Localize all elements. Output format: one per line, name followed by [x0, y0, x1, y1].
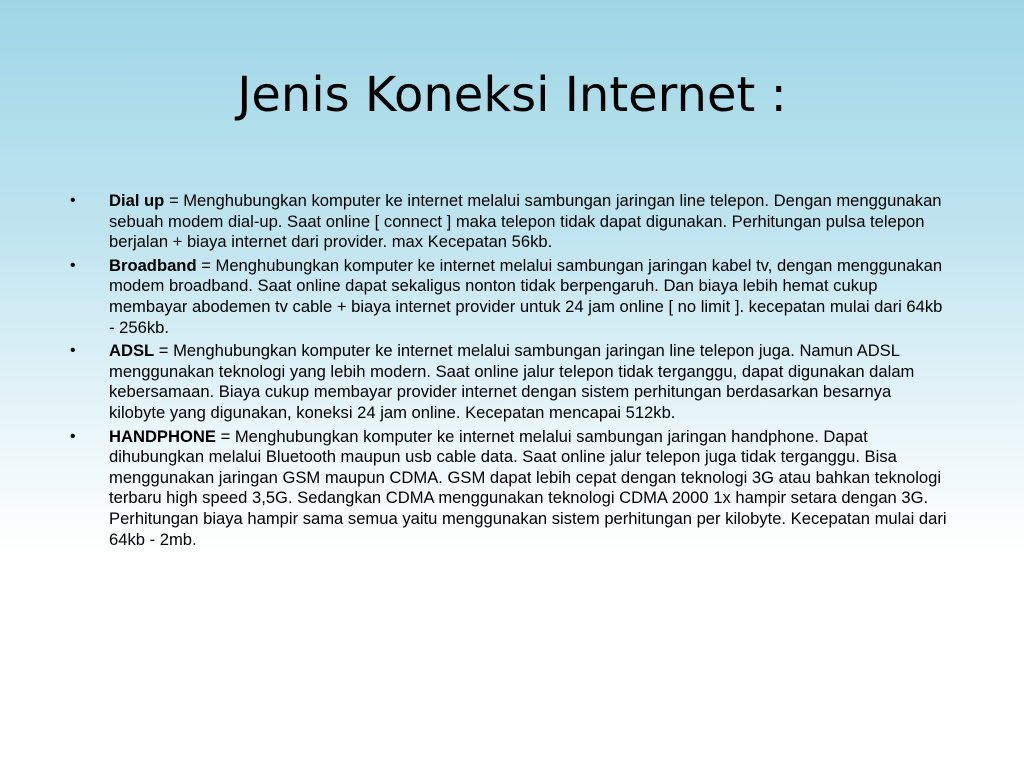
slide-title: Jenis Koneksi Internet : — [237, 67, 787, 123]
connection-types-list — [70, 191, 950, 553]
description-broadband: = Menghubungkan komputer ke internet melalui sambungan jaringan kabel tv, dengan menggunakan modem broadband. Saat online dapat sekaligus nonton tidak berpengaruh. Dan biaya lebih hemat cukup membayar abodemen tv cable + biaya internet provider untuk 24 jam online [ no limit ]. kecepatan mulai dari 64kb - 256kb. — [109, 255, 943, 337]
term-broadband: Broadband — [109, 255, 197, 275]
term-dial-up: Dial up — [109, 191, 165, 210]
description-handphone: = Menghubungkan komputer ke internet melalui sambungan jaringan handphone. Dapat dihubungkan melalui Bluetooth maupun usb cable data. Saat online jalur telepon juga tidak terganggu. Bisa menggunakan jaringan GSM maupun CDMA. GSM dapat lebih cepat dengan teknologi 3G atau bahkan teknologi terbaru high speed 3,5G. Sedangkan CDMA menggunakan teknologi CDMA 2000 1x hampir setara dengan 3G. Perhitungan biaya hampir sama semua yaitu menggunakan sistem perhitungan per kilobyte. Kecepatan mulai dari 64kb - 2mb. — [109, 426, 947, 549]
description-adsl: = Menghubungkan komputer ke internet melalui sambungan jaringan line telepon juga. Namun ADSL menggunakan teknologi yang lebih modern. Saat online jalur telepon tidak terganggu, dapat digunakan dalam kebersamaan. Biaya cukup membayar provider internet dengan sistem perhitungan berdasarkan besarnya kilobyte yang digunakan, koneksi 24 jam online. Kecepatan mencapai 512kb. — [109, 341, 915, 422]
term-adsl: ADSL — [109, 341, 155, 361]
bullet-icon: • — [70, 427, 76, 445]
bullet-icon: • — [70, 256, 76, 274]
list-item-adsl — [70, 341, 950, 423]
list-item-handphone — [70, 427, 950, 551]
term-handphone: HANDPHONE — [109, 426, 216, 446]
list-item-dial-up — [70, 191, 950, 253]
list-item-broadband — [70, 256, 950, 338]
bullet-icon: • — [70, 192, 76, 209]
description-dial-up: = Menghubungkan komputer ke internet melalui sambungan jaringan line telepon. Dengan menggunakan sebuah modem dial-up. Saat online [ connect ] maka telepon tidak dapat digunakan. Perhitungan pulsa telepon berjalan + biaya internet dari provider. max Kecepatan 56kb. — [109, 191, 942, 252]
bullet-icon: • — [70, 342, 76, 360]
